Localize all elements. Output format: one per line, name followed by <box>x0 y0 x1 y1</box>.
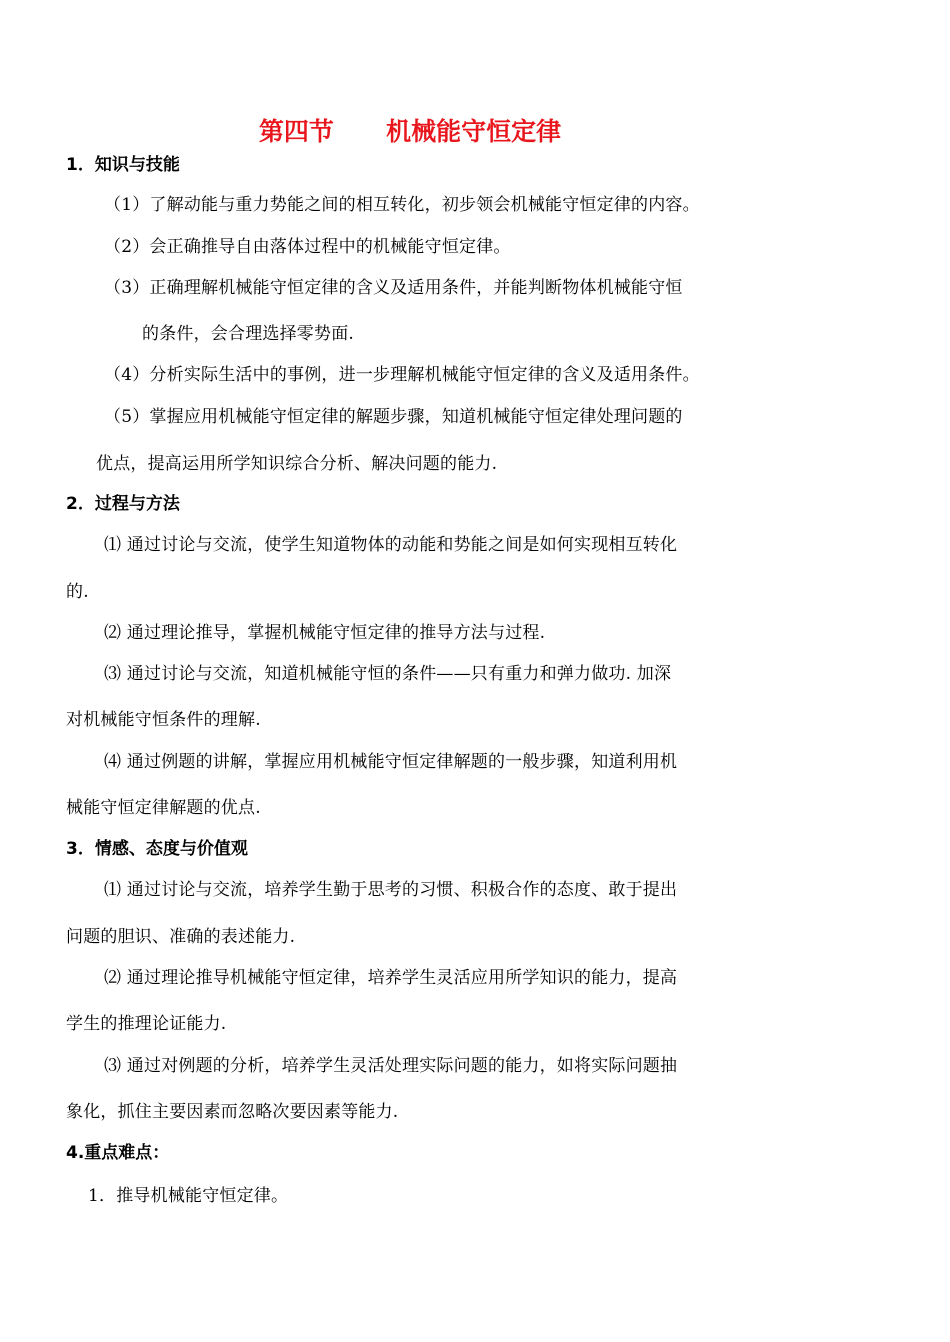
paragraph-line: 象化，抓住主要因素而忽略次要因素等能力. <box>66 1102 399 1122</box>
paragraph-line: 的. <box>66 582 89 602</box>
paragraph-line: ⑵ 通过理论推导机械能守恒定律，培养学生灵活应用所学知识的能力，提高 <box>104 968 678 988</box>
paragraph-line: ⑴ 通过讨论与交流，使学生知道物体的动能和势能之间是如何实现相互转化 <box>104 535 678 555</box>
paragraph-line: （3）正确理解机械能守恒定律的含义及适用条件，并能判断物体机械能守恒 <box>104 278 683 298</box>
paragraph-line: ⑵ 通过理论推导，掌握机械能守恒定律的推导方法与过程. <box>104 623 546 643</box>
paragraph-line: 学生的推理论证能力. <box>66 1014 227 1034</box>
paragraph-line: ⑷ 通过例题的讲解，掌握应用机械能守恒定律解题的一般步骤，知道利用机 <box>104 752 678 772</box>
paragraph-line: ⑶ 通过讨论与交流，知道机械能守恒的条件——只有重力和弹力做功. 加深 <box>104 664 672 684</box>
paragraph-line: 问题的胆识、准确的表述能力. <box>66 927 296 947</box>
paragraph-line: （2）会正确推导自由落体过程中的机械能守恒定律。 <box>104 237 511 257</box>
section-heading-key-difficulties: 4.重点难点： <box>66 1143 170 1163</box>
section-heading-emotion-values: 3．情感、态度与价值观 <box>66 839 248 859</box>
paragraph-line: ⑶ 通过对例题的分析，培养学生灵活处理实际问题的能力，如将实际问题抽 <box>104 1056 678 1076</box>
section-heading-knowledge-skills: 1．知识与技能 <box>66 155 180 175</box>
paragraph-line: 1．推导机械能守恒定律。 <box>88 1186 289 1206</box>
paragraph-line: （5）掌握应用机械能守恒定律的解题步骤，知道机械能守恒定律处理问题的 <box>104 407 683 427</box>
paragraph-line: ⑴ 通过讨论与交流，培养学生勤于思考的习惯、积极合作的态度、敢于提出 <box>104 880 678 900</box>
paragraph-line: 优点，提高运用所学知识综合分析、解决问题的能力. <box>96 454 498 474</box>
section-heading-process-method: 2．过程与方法 <box>66 494 180 514</box>
paragraph-line: 对机械能守恒条件的理解. <box>66 710 261 730</box>
paragraph-line: 械能守恒定律解题的优点. <box>66 798 261 818</box>
page-title: 第四节 机械能守恒定律 <box>258 117 562 146</box>
paragraph-line: 的条件，会合理选择零势面. <box>142 324 355 344</box>
paragraph-line: （4）分析实际生活中的事例，进一步理解机械能守恒定律的含义及适用条件。 <box>104 365 700 385</box>
paragraph-line: （1）了解动能与重力势能之间的相互转化，初步领会机械能守恒定律的内容。 <box>104 195 700 215</box>
